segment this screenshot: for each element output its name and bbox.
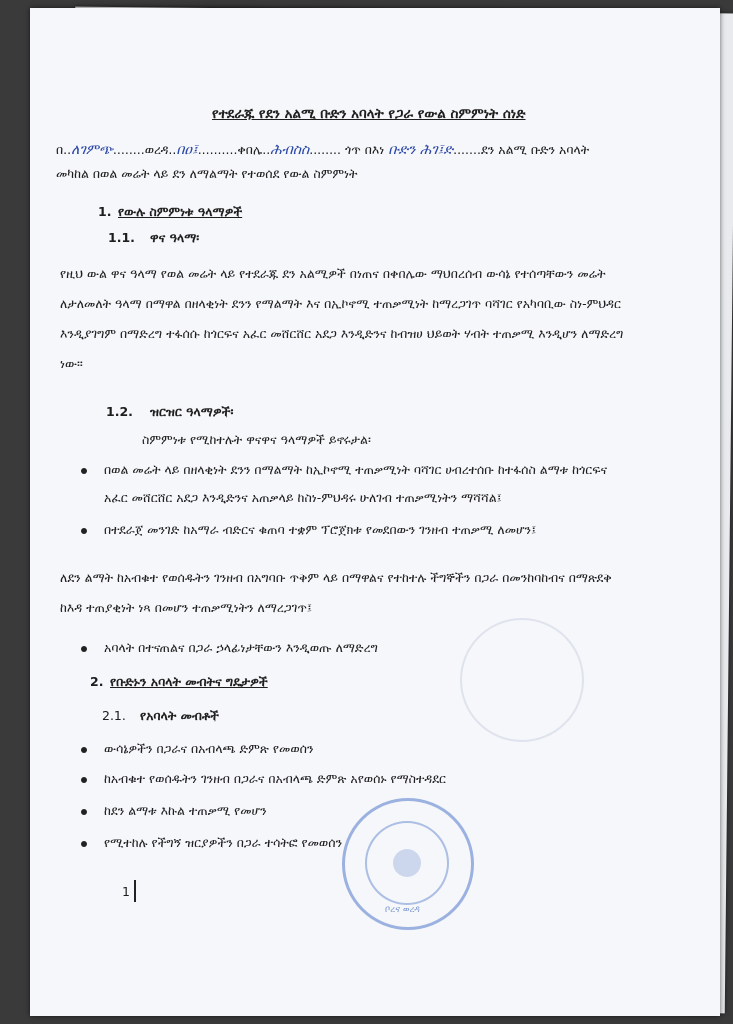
bullet-a2-line-1: በተደራጀ መንገድ ከአማራ ብድርና ቁጠባ ተቋም ፕሮጀክቱ የመደበውን ገንዘብ ተጠቃሚ ለመሆን፤ [104, 522, 537, 537]
stamp-inner-ring [365, 821, 449, 905]
bullet-dot [81, 646, 87, 652]
bullet-a1-line-2: አፈር መሸርሸር አደጋ እንዲድንና አጠቃላይ ከስነ-ምህዳሩ ሁለገብ ተጠቃሚነትን ማሻሻል፤ [104, 490, 502, 505]
bullet-b-line: አባላት በተናጠልና በጋራ ኃላፊነታቸውን እንዲወጡ ለማድረግ [104, 640, 378, 655]
para1-line-1: የዚህ ውል ዋና ዓላማ የወል መሬት ላይ የተደራጁ ደን አልሚዎች በነጠና በቀበሌው ማህበረሰብ ውሳኔ የተሰጣቸውን መሬት [60, 266, 606, 281]
document-title: የተደራጁ የደን አልሚ ቡድን አባላት የጋራ የውል ስምምነት ሰነድ [212, 106, 526, 122]
handwritten-woreda: በዐ፤ [176, 142, 198, 158]
section-1-1-number: 1.1. [108, 230, 135, 245]
intro-text-zone-prefix: በ [56, 142, 64, 157]
intro-text-group: ጎጥ በእነ [344, 142, 385, 157]
section-1-2-heading: ዝርዝር ዓላማዎች፡ [150, 404, 234, 419]
para1-line-4: ነው፡፡ [60, 356, 83, 371]
section-2-number: 2. [90, 674, 104, 689]
bullet-dot [81, 747, 87, 753]
handwritten-zone: ለገምጭ [71, 142, 113, 158]
section-1-number: 1. [98, 204, 112, 219]
bullet-dot [81, 777, 87, 783]
stamp-text: ቦረና ወረዳ [385, 905, 420, 915]
para2-line-2: ከእዳ ተጠያቂነት ነጻ በመሆን ተጠቃሚነትን ለማረጋገጥ፤ [60, 600, 312, 615]
section-1-2-intro: ስምምነቱ የሚከተሉት ዋናዋና ዓላማዎች ይኖሩታል፡ [142, 432, 371, 447]
intro-line-1: በ..ለገምጭ........ወረዳ..በዐ፤..........ቀበሌ..ሕብስስ........ ጎጥ በእነ ቡድን ሕገ፤ድ.......ደን አልሚ ቡድን አባላት [56, 142, 590, 158]
rights-item-3: ከደን ልማቱ እኩል ተጠቃሚ የመሆን [104, 803, 267, 818]
para1-line-2: ለታለመለት ዓላማ በማዋል በዘላቂነት ደንን የማልማት እና በኢኮኖሚ ተጠቃሚነት ከማረጋገጥ ባሻገር የአካባቢው ስነ-ምህዳር [60, 296, 621, 311]
section-2-1-heading: የአባላት መብቶች [140, 708, 219, 723]
intro-text-woreda: ወረዳ [144, 142, 169, 157]
bullet-dot [81, 528, 87, 534]
bullet-dot [81, 841, 87, 847]
intro-text-kebele: ቀበሌ [237, 142, 263, 157]
section-2-1-number: 2.1. [102, 708, 126, 723]
document-page [30, 8, 720, 1016]
intro-line-2: መካከል በወል መሬት ላይ ደን ለማልማት የተወሰደ የውል ስምምነት [56, 166, 358, 181]
para2-line-1: ለደን ልማት ከአብቁተ የወሰዱትን ገንዘብ በአግባቡ ጥቅም ላይ በማዋልና የተከተሉ ችግኞችን በጋራ በመንከባከብና በማጽደቅ [60, 570, 612, 585]
intro-text-suffix: ደን አልሚ ቡድን አባላት [480, 142, 590, 157]
handwritten-group: ቡድን ሕገ፤ድ [388, 142, 454, 158]
text-cursor-mark [134, 880, 136, 902]
rights-item-2: ከአብቁተ የወሰዱትን ገንዘብ በጋራና በአብላጫ ድምጽ አየወሰኑ የማስተዳደር [104, 771, 446, 786]
page-number: 1 [122, 884, 130, 899]
section-1-heading: የውሉ ስምምነቱ ዓላማዎች [118, 204, 243, 219]
bullet-dot [81, 468, 87, 474]
section-2-heading: የቡድኑን አባላት መብትና ግዴታዎች [110, 674, 268, 689]
official-stamp [342, 798, 474, 930]
stamp-emblem [393, 849, 421, 877]
rights-item-1: ውሳኔዎችን በጋራና በአብላጫ ድምጽ የመወሰን [104, 741, 314, 756]
ghost-stamp-bleed [460, 618, 584, 742]
bullet-dot [81, 809, 87, 815]
section-1-2-number: 1.2. [106, 404, 133, 419]
rights-item-4: የሚተከሉ የችግኝ ዝርያዎችን በጋራ ተሳትፎ የመወሰን [104, 835, 343, 850]
section-1-1-heading: ዋና ዓላማ፡ [150, 230, 200, 245]
para1-line-3: እንዲያገግም በማድረግ ተፋሰሱ ከጎርፍና አፈር መሸርሸር አደጋ እንዲድንና ከብዝሀ ህይወት ሃብት ተጠቃሚ እንዲሆን ለማድረግ [60, 326, 624, 341]
bullet-a1-line-1: በወል መሬት ላይ በዘላቂነት ደንን በማልማት ከኢኮኖሚ ተጠቃሚነት ባሻገር ሀብረተሰቡ ከተፋሰስ ልማቱ ከጎርፍና [104, 462, 608, 477]
handwritten-kebele: ሕብስስ [270, 142, 310, 158]
